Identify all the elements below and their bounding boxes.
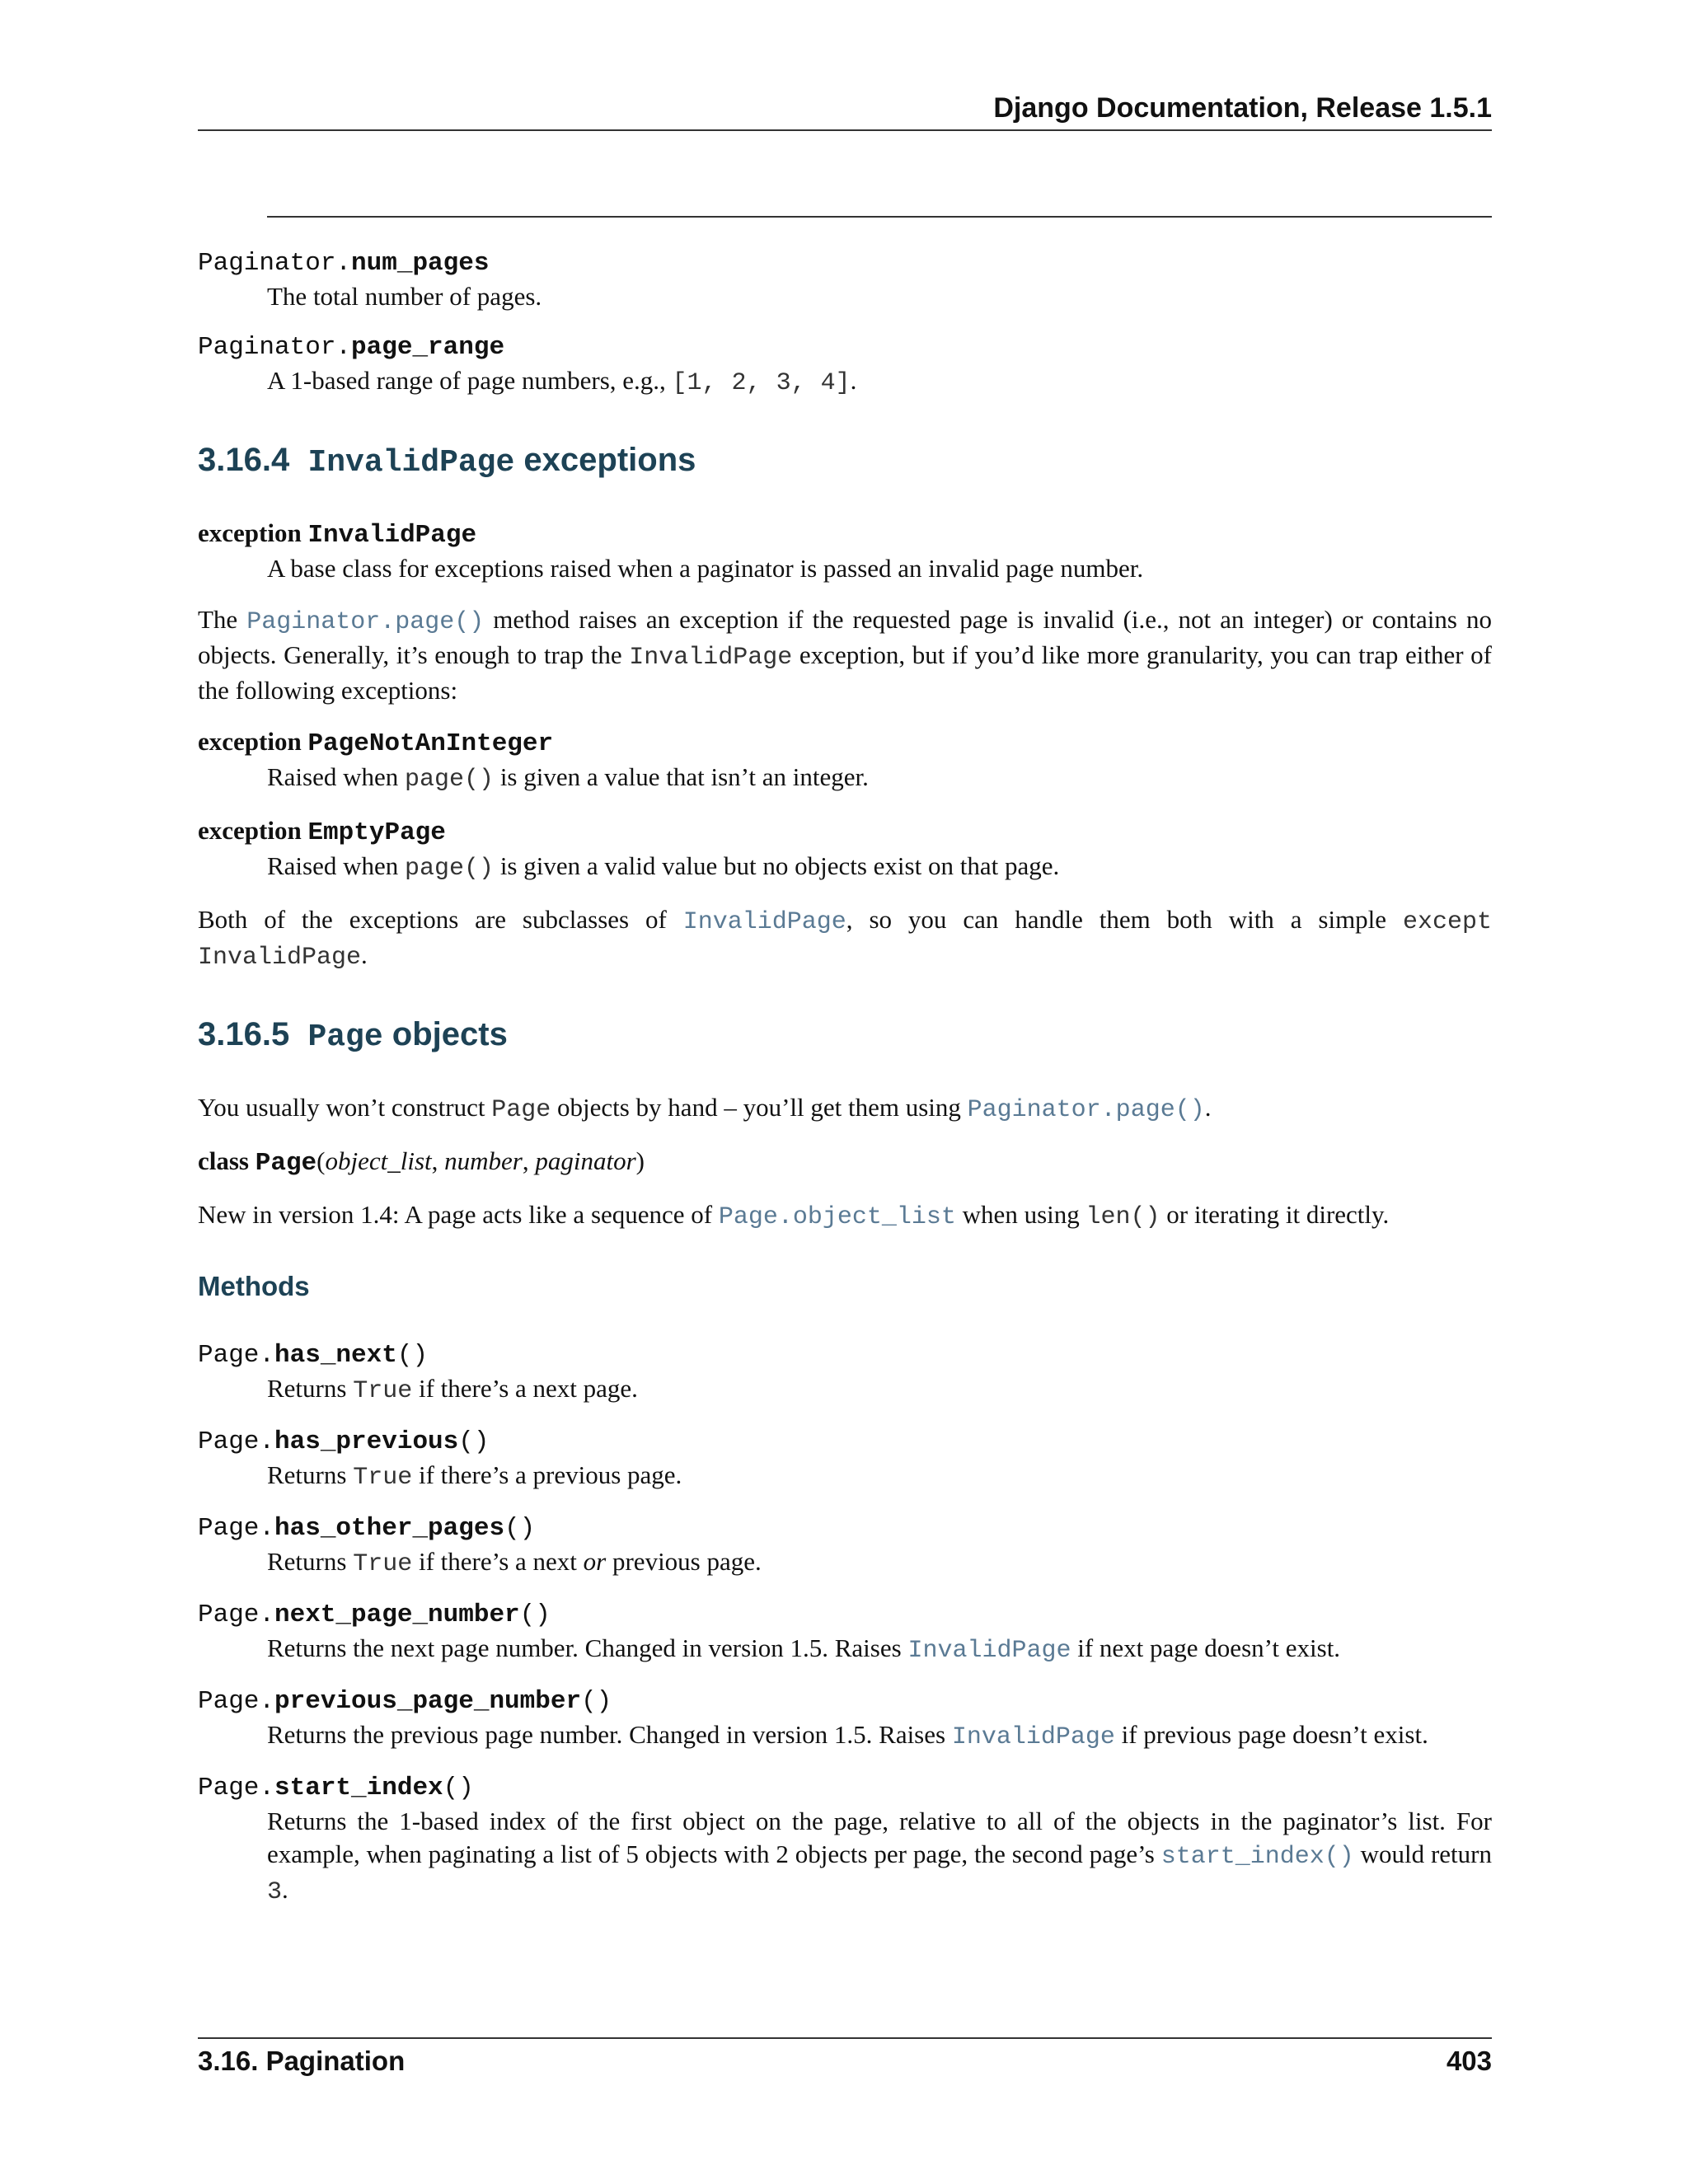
text: method raises an exception if the requested page is invalid (i.e., not an integer) or contains no objects. Generally, it’s enough to trap the <box>198 605 1492 669</box>
header-rule <box>198 129 1492 131</box>
method-name: previous_page_number <box>274 1687 582 1716</box>
method-description <box>267 1545 1492 1581</box>
method-signature <box>198 1339 1492 1372</box>
text: The <box>198 605 247 634</box>
method-description <box>267 1805 1492 1909</box>
inline-code: except InvalidPage <box>198 908 1492 972</box>
method-description <box>267 1632 1492 1667</box>
desc-text: A 1-based range of page numbers, e.g., <box>267 366 673 395</box>
attr-name: num_pages <box>351 249 490 278</box>
section-heading-page-objects <box>198 1014 1492 1058</box>
text: if next page doesn’t exist. <box>1071 1633 1341 1662</box>
footer-section: 3.16. Pagination <box>198 2046 406 2076</box>
method-name: has_other_pages <box>274 1514 505 1543</box>
text: Both of the exceptions are subclasses of <box>198 905 683 934</box>
text: if there’s a previous page. <box>412 1460 682 1489</box>
method-description <box>267 1718 1492 1754</box>
method-name: has_next <box>274 1341 397 1370</box>
running-header: Django Documentation, Release 1.5.1 <box>993 92 1492 124</box>
exception-description: A base class for exceptions raised when a paginator is passed an invalid page number. <box>267 554 1144 583</box>
content <box>198 216 1492 1927</box>
method-has-next <box>198 1339 1492 1408</box>
inline-code: len() <box>1085 1203 1160 1231</box>
section-number: 3.16.5 <box>198 1016 290 1052</box>
method-name: next_page_number <box>274 1601 520 1629</box>
attr-name: page_range <box>351 333 505 362</box>
method-signature <box>198 1426 1492 1459</box>
inline-code: page() <box>405 855 495 883</box>
inline-code: Page <box>491 1096 551 1124</box>
text: Returns the 1-based index of the first object on the page, relative to all of the objects in the paginator’s list. For example, when paginating a list of 5 objects with 2 objects per page, the second page’s <box>267 1807 1492 1868</box>
param-name: paginator <box>535 1146 636 1175</box>
desc-text: . <box>850 366 857 395</box>
text: if there’s a next page. <box>412 1374 638 1403</box>
text: or iterating it directly. <box>1160 1200 1390 1229</box>
method-parens: () <box>458 1427 490 1456</box>
separator: , <box>522 1146 536 1175</box>
link-invalidpage[interactable]: InvalidPage <box>682 908 846 936</box>
text: objects by hand – you’ll get them using <box>551 1093 968 1122</box>
section-code: InvalidPage <box>307 445 515 480</box>
exception-pagenotaninteger <box>198 725 1492 796</box>
paragraph-page-construct <box>198 1091 1492 1127</box>
method-signature <box>198 1685 1492 1718</box>
method-parens: () <box>581 1687 612 1716</box>
method-prefix: Page. <box>198 1774 275 1802</box>
text: . <box>282 1875 288 1904</box>
attr-prefix: Paginator. <box>198 249 352 278</box>
section-heading-invalidpage <box>198 439 1492 484</box>
method-has-previous <box>198 1426 1492 1494</box>
link-invalidpage[interactable]: InvalidPage <box>951 1723 1115 1751</box>
exception-description <box>267 761 1492 796</box>
section-code: Page <box>307 1019 383 1055</box>
param-name: number <box>444 1146 523 1175</box>
exception-name: InvalidPage <box>307 521 477 550</box>
inline-code: True <box>353 1377 413 1405</box>
page-number: 403 <box>1446 2046 1492 2076</box>
inline-code: InvalidPage <box>629 644 793 672</box>
inline-code: 3 <box>267 1878 283 1906</box>
link-page-object-list[interactable]: Page.object_list <box>718 1203 956 1231</box>
method-start-index <box>198 1772 1492 1909</box>
text: Returns <box>267 1547 354 1576</box>
method-description <box>267 1459 1492 1494</box>
text: New in version 1.4: A page acts like a sequence of <box>198 1200 719 1229</box>
method-has-other-pages <box>198 1512 1492 1581</box>
top-rule <box>267 216 1492 218</box>
text: Returns the previous page number. Changed in version 1.5. Raises <box>267 1720 952 1749</box>
method-prefix: Page. <box>198 1514 275 1543</box>
inline-code: [1, 2, 3, 4] <box>672 369 851 397</box>
param-name: object_list <box>325 1146 432 1175</box>
text: would return <box>1353 1840 1492 1868</box>
text: Raised when <box>267 762 406 791</box>
paren: ( <box>316 1146 326 1175</box>
link-paginator-page[interactable]: Paginator.page() <box>967 1096 1205 1124</box>
exception-invalidpage <box>198 517 1492 585</box>
section-number: 3.16.4 <box>198 442 290 478</box>
exception-signature <box>198 517 1492 552</box>
paren: ) <box>635 1146 645 1175</box>
section-word: objects <box>392 1016 508 1052</box>
method-name: has_previous <box>274 1427 459 1456</box>
separator: , <box>431 1146 445 1175</box>
attr-num-pages <box>198 247 1492 313</box>
link-invalidpage[interactable]: InvalidPage <box>907 1637 1071 1665</box>
section-word: exceptions <box>523 442 696 478</box>
method-prefix: Page. <box>198 1601 275 1629</box>
method-signature <box>198 1599 1492 1632</box>
link-paginator-page[interactable]: Paginator.page() <box>246 608 485 636</box>
document-page <box>198 0 1492 2184</box>
text: Returns <box>267 1460 354 1489</box>
class-name: Page <box>255 1149 317 1178</box>
method-signature <box>198 1772 1492 1805</box>
text: . <box>361 940 368 969</box>
emphasis: or <box>583 1547 607 1576</box>
text: exception, but if you’d like more granularity, you can trap either of the following exceptions: <box>198 640 1492 705</box>
method-prefix: Page. <box>198 1687 275 1716</box>
attr-description: The total number of pages. <box>267 282 542 311</box>
text: . <box>1204 1093 1212 1122</box>
paragraph-subclasses <box>198 903 1492 974</box>
method-parens: () <box>504 1514 536 1543</box>
attr-description <box>267 364 1492 400</box>
text: You usually won’t construct <box>198 1093 492 1122</box>
method-description <box>267 1372 1492 1408</box>
inline-code: True <box>353 1550 413 1578</box>
keyword: exception <box>198 816 302 845</box>
method-signature <box>198 1512 1492 1545</box>
text: Returns <box>267 1374 354 1403</box>
text: if previous page doesn’t exist. <box>1114 1720 1428 1749</box>
method-parens: () <box>519 1601 551 1629</box>
method-previous-page-number <box>198 1685 1492 1754</box>
keyword: class <box>198 1146 249 1175</box>
footer-rule <box>198 2037 1492 2039</box>
text: Returns the next page number. Changed in version 1.5. Raises <box>267 1633 908 1662</box>
class-page-signature <box>198 1145 1492 1180</box>
text: when using <box>955 1200 1086 1229</box>
method-parens: () <box>443 1774 474 1802</box>
method-prefix: Page. <box>198 1427 275 1456</box>
inline-code: page() <box>405 766 495 794</box>
paragraph-invalidpage <box>198 603 1492 707</box>
exception-signature <box>198 725 1492 761</box>
exception-description <box>267 850 1492 885</box>
text: is given a value that isn’t an integer. <box>494 762 869 791</box>
method-name: start_index <box>274 1774 443 1802</box>
paragraph-new-in-version <box>198 1198 1492 1234</box>
keyword: exception <box>198 518 302 547</box>
text: if there’s a next <box>412 1547 584 1576</box>
keyword: exception <box>198 727 302 756</box>
text: Raised when <box>267 851 406 880</box>
method-parens: () <box>396 1341 429 1370</box>
attr-prefix: Paginator. <box>198 333 352 362</box>
text: previous page. <box>606 1547 762 1576</box>
inline-code: True <box>353 1464 413 1492</box>
exception-name: EmptyPage <box>307 818 446 847</box>
method-next-page-number <box>198 1599 1492 1667</box>
attr-page-range <box>198 331 1492 400</box>
methods-heading: Methods <box>198 1271 310 1301</box>
exception-signature <box>198 814 1492 850</box>
link-start-index[interactable]: start_index() <box>1160 1843 1354 1871</box>
exception-emptypage <box>198 814 1492 885</box>
exception-name: PageNotAnInteger <box>307 729 554 758</box>
text: is given a valid value but no objects exist on that page. <box>494 851 1060 880</box>
attr-signature <box>198 247 1492 280</box>
method-prefix: Page. <box>198 1341 275 1370</box>
attr-signature <box>198 331 1492 364</box>
text: , so you can handle them both with a simple <box>846 905 1403 934</box>
